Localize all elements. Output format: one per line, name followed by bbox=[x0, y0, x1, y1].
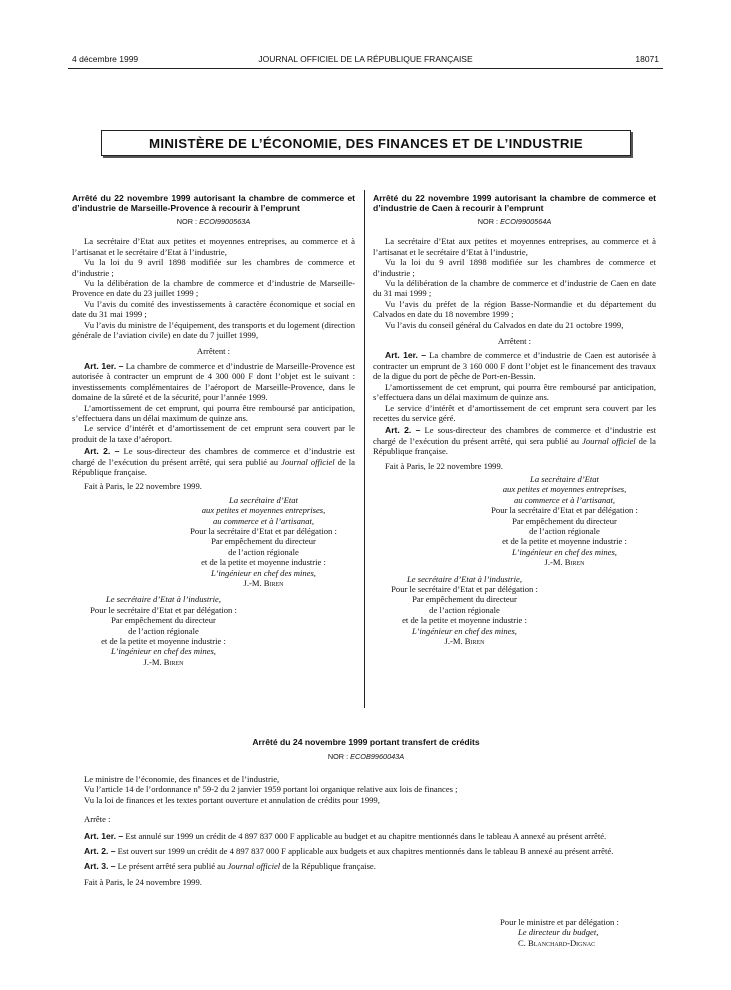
arrete: Arrête : bbox=[84, 814, 111, 825]
article-2: Art. 2. – Est ouvert sur 1999 un crédit de 4 897 837 000 F applicable aux budgets et aux chapitres mentionnés dans le tableau B annexé au présent arrêté. bbox=[84, 846, 614, 857]
signature-pme: La secrétaire d’Etat aux petites et moyennes entreprises, au commerce et à l’artisanat, Pour la secrétaire d’Etat et par délégation : Par empêchement du directeur de l’action régionale et de la petite et moyenne industrie : L’ingénieur en chef des mines, J.-M. Biren bbox=[491, 473, 638, 568]
visa: La secrétaire d’Etat aux petites et moyennes entreprises, au commerce et à l’artisanat et le secrétaire d’Etat à l’industrie, bbox=[373, 236, 656, 257]
visa: Vu la loi du 9 avril 1898 modifiée sur les chambres de commerce et d’industrie ; bbox=[373, 257, 656, 278]
ministry-banner bbox=[101, 130, 631, 156]
visa: La secrétaire d’Etat aux petites et moyennes entreprises, au commerce et à l’artisanat et le secrétaire d’Etat à l’industrie, bbox=[72, 236, 355, 257]
decree-title: Arrêté du 22 novembre 1999 autorisant la chambre de commerce et d’industrie de Caen à recourir à l’emprunt bbox=[373, 193, 656, 213]
article-1: Art. 1er. – Est annulé sur 1999 un crédit de 4 897 837 000 F applicable au budget et au chapitre mentionnés dans le tableau A annexé au présent arrêté. bbox=[84, 830, 607, 841]
arretent: Arrêtent : bbox=[497, 336, 532, 347]
decree-title-credits: Arrêté du 24 novembre 1999 portant transfert de crédits bbox=[252, 737, 480, 747]
fait-a-paris: Fait à Paris, le 22 novembre 1999. bbox=[385, 460, 503, 471]
visa: Vu l’avis du préfet de la région Basse-Normandie et du département du Calvados en date du 18 novembre 1999 ; bbox=[373, 298, 656, 320]
article-1-p3: Le service d’intérêt et d’amortissement de cet emprunt sera couvert par les recettes du service géré. bbox=[373, 402, 656, 423]
decree-credits-body bbox=[72, 774, 660, 887]
nor-line: NOR : ECOI9900564A bbox=[477, 217, 552, 226]
ministry-title: MINISTÈRE DE L’ÉCONOMIE, DES FINANCES ET DE L’INDUSTRIE bbox=[149, 135, 583, 151]
arretent: Arrêtent : bbox=[196, 346, 231, 357]
visa: Vu la délibération de la chambre de commerce et d’industrie de Caen en date du 31 mai 1999 ; bbox=[373, 278, 656, 299]
signature-budget: Pour le ministre et par délégation : Le directeur du budget, C. Blanchard-Dignac bbox=[500, 917, 619, 948]
article-1-p3: Le service d’intérêt et d’amortissement de cet emprunt sera couvert par le produit de la taxe d’aéroport. bbox=[72, 423, 355, 444]
visa: Vu l’avis du comité des investissements à caractère économique et social en date du 31 mai 1999 ; bbox=[72, 298, 355, 320]
article-3: Art. 3. – Le présent arrêté sera publié au Journal officiel de la République française. bbox=[84, 861, 376, 872]
visa: Vu la loi du 9 avril 1898 modifiée sur les chambres de commerce et d’industrie ; bbox=[72, 257, 355, 278]
visa: Vu l’avis du conseil général du Calvados en date du 21 octobre 1999, bbox=[385, 319, 624, 330]
nor-code: ECOI9900564A bbox=[500, 217, 552, 226]
visa: Vu l’avis du ministre de l’équipement, des transports et du logement (direction générale de l’aviation civile) en date du 7 juillet 1999, bbox=[72, 319, 355, 341]
decree-caen bbox=[373, 193, 656, 646]
article-1: Art. 1er. – La chambre de commerce et d’industrie de Marseille-Provence est autorisée à contracter un emprunt de 4 300 000 F dont l’objet est le suivant : investissements complémentaires de l’aéroport de Marseille-Provence, dans le domaine de la sûreté et de la sécurité, pour l’année 1999. bbox=[72, 360, 356, 403]
article-1-p2: L’amortissement de cet emprunt, qui pourra être remboursé par anticipation, s’effectuera dans un délai maximum de quinze ans. bbox=[72, 402, 355, 423]
article-1: Art. 1er. – La chambre de commerce et d’industrie de Caen est autorisée à contracter un emprunt de 3 160 000 F dont l’objet est le financement des travaux de la digue du port de pêche de Port-en-Bessin. bbox=[373, 350, 656, 382]
visa: Vu la loi de finances et les textes portant ouverture et annulation de crédits pour 1999, bbox=[84, 794, 380, 805]
visa: Vu la délibération de la chambre de commerce et d’industrie de Marseille-Provence en date du 23 juillet 1999 ; bbox=[72, 278, 355, 299]
column-separator bbox=[364, 190, 365, 708]
decree-title: Arrêté du 22 novembre 1999 autorisant la chambre de commerce et d’industrie de Marseille-Provence à recourir à l’emprunt bbox=[72, 193, 355, 213]
nor-line: NOR : ECOB9960043A bbox=[327, 752, 405, 761]
article-2: Art. 2. – Le sous-directeur des chambres de commerce et d’industrie est chargé de l’exécution du présent arrêté, qui sera publié au Journal officiel de la République française. bbox=[72, 446, 355, 477]
page-number: 18071 bbox=[635, 54, 659, 64]
header-rule bbox=[68, 68, 663, 69]
decree-marseille bbox=[72, 193, 355, 667]
signature-pme: La secrétaire d’Etat aux petites et moyennes entreprises, au commerce et à l’artisanat, Pour la secrétaire d’Etat et par délégation : Par empêchement du directeur de l’action régionale et de la petite et moyenne industrie : L’ingénieur en chef des mines, J.-M. Biren bbox=[190, 494, 337, 588]
signature-industrie: Le secrétaire d’Etat à l’industrie, Pour le secrétaire d’Etat et par délégation : Par empêchement du directeur de l’action régionale et de la petite et moyenne industrie : L’ingénieur en chef des mines, J.-M. Biren bbox=[90, 594, 237, 667]
signature-industrie: Le secrétaire d’Etat à l’industrie, Pour le secrétaire d’Etat et par délégation : Par empêchement du directeur de l’action régionale et de la petite et moyenne industrie : L’ingénieur en chef des mines, J.-M. Biren bbox=[391, 573, 538, 647]
journal-title: JOURNAL OFFICIEL DE LA RÉPUBLIQUE FRANÇAISE bbox=[258, 54, 473, 64]
fait-a-paris: Fait à Paris, le 24 novembre 1999. bbox=[84, 876, 202, 887]
fait-a-paris: Fait à Paris, le 22 novembre 1999. bbox=[84, 481, 202, 492]
nor-line: NOR : ECOI9900563A bbox=[176, 217, 251, 226]
visa: Vu l’article 14 de l’ordonnance nº 59-2 du 2 janvier 1959 portant loi organique relative aux lois de finances ; bbox=[84, 784, 458, 795]
visa: Le ministre de l’économie, des finances et de l’industrie, bbox=[84, 774, 280, 784]
nor-code: ECOB9960043A bbox=[350, 752, 405, 761]
page-date: 4 décembre 1999 bbox=[72, 54, 139, 64]
article-2: Art. 2. – Le sous-directeur des chambres de commerce et d’industrie est chargé de l’exécution du présent arrêté, qui sera publié au Journal officiel de la République française. bbox=[373, 425, 656, 457]
nor-code: ECOI9900563A bbox=[199, 217, 251, 226]
article-1-p2: L’amortissement de cet emprunt, qui pourra être remboursé par anticipation, s’effectuera dans un délai maximum de quinze ans. bbox=[373, 381, 656, 403]
